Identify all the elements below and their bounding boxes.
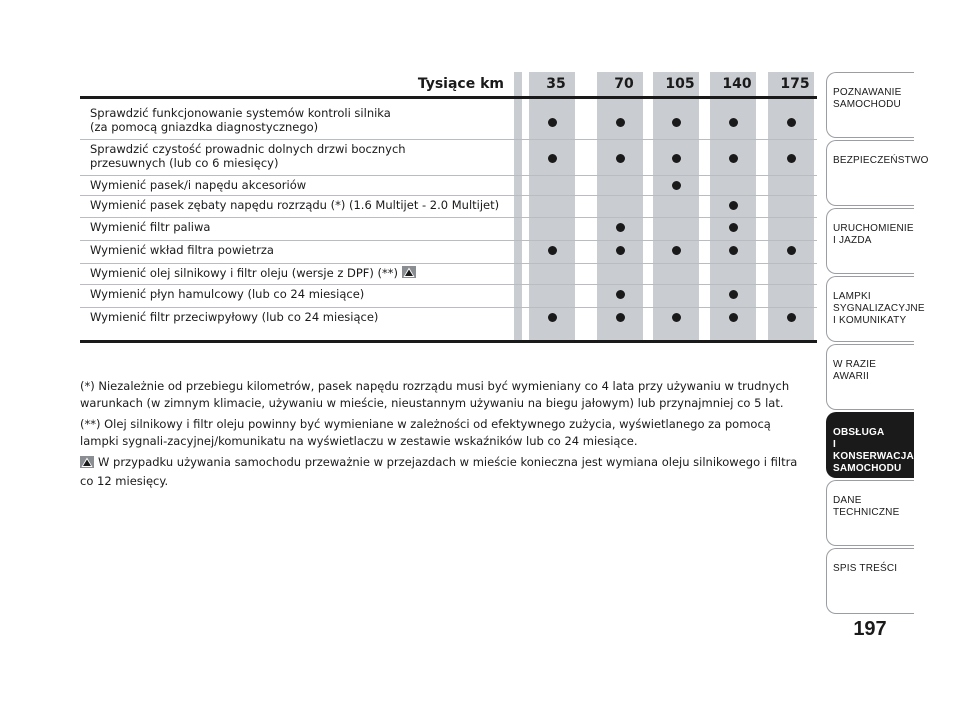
column-band xyxy=(597,72,643,340)
table-row-label: Wymienić filtr przeciwpyłowy (lub co 24 miesiące) xyxy=(90,310,379,324)
sidebar-tab[interactable] xyxy=(826,140,929,206)
maintenance-mark xyxy=(616,246,625,255)
maintenance-mark xyxy=(548,246,557,255)
row-separator xyxy=(80,195,817,196)
maintenance-mark xyxy=(787,118,796,127)
sidebar-tab-label: W RAZIE AWARII xyxy=(833,359,877,382)
sidebar-tab-label: POZNAWANIE SAMOCHODU xyxy=(833,87,902,110)
sidebar-tab-label: LAMPKI SYGNALIZACYJNE I KOMUNIKATY xyxy=(833,291,925,326)
maintenance-mark xyxy=(787,154,796,163)
table-top-rule xyxy=(80,96,817,99)
maintenance-mark xyxy=(616,313,625,322)
km-column-header: 35 xyxy=(546,76,566,92)
column-band xyxy=(529,72,575,340)
column-band xyxy=(653,72,699,340)
row-separator xyxy=(80,175,817,176)
row-separator xyxy=(80,263,817,264)
maintenance-mark xyxy=(729,246,738,255)
sidebar-tab[interactable] xyxy=(826,480,914,546)
sidebar-tab[interactable] xyxy=(826,208,914,274)
table-row-label: Sprawdzić czystość prowadnic dolnych drzwi bocznych przesuwnych (lub co 6 miesięcy) xyxy=(90,142,406,170)
warning-triangle-icon xyxy=(402,266,416,281)
table-row-label: Wymienić pasek/i napędu akcesoriów xyxy=(90,178,307,192)
sidebar-tab-label: SPIS TREŚCI xyxy=(833,563,898,574)
sidebar-tab-label: OBSŁUGA I KONSERWACJA SAMOCHODU xyxy=(833,427,914,474)
maintenance-mark xyxy=(729,154,738,163)
column-band xyxy=(768,72,814,340)
table-row-label: Wymienić płyn hamulcowy (lub co 24 miesiące) xyxy=(90,287,365,301)
maintenance-mark xyxy=(672,118,681,127)
sidebar-tab[interactable] xyxy=(826,344,914,410)
km-column-header: 140 xyxy=(722,76,752,92)
row-separator xyxy=(80,307,817,308)
sidebar-tab[interactable] xyxy=(826,412,914,478)
maintenance-mark xyxy=(729,201,738,210)
footnote-city-driving xyxy=(80,454,813,490)
maintenance-mark xyxy=(548,313,557,322)
sidebar-tab[interactable] xyxy=(826,72,914,138)
maintenance-mark xyxy=(672,246,681,255)
footnotes xyxy=(80,378,813,494)
table-row-label: Wymienić filtr paliwa xyxy=(90,220,211,234)
footnote-engine-oil: (**) Olej silnikowy i filtr oleju powinny być wymieniane w zależności od efektywnego zużycia, wyświetlanego za pomocą lampki sygnali-zacyjnej/komunikatu na wyświetlaczu w zestawie wskaźników lub co 24 miesiące. xyxy=(80,417,771,448)
maintenance-mark xyxy=(548,118,557,127)
sidebar-tab[interactable] xyxy=(826,548,914,614)
table-row-label: Wymienić pasek zębaty napędu rozrządu (*) (1.6 Multijet - 2.0 Multijet) xyxy=(90,198,500,212)
maintenance-mark xyxy=(672,154,681,163)
table-row-label: Wymienić olej silnikowy i filtr oleju (wersje z DPF) (**) xyxy=(90,266,416,281)
row-separator xyxy=(80,139,817,140)
maintenance-mark xyxy=(729,313,738,322)
row-separator xyxy=(80,217,817,218)
maintenance-mark xyxy=(787,313,796,322)
km-column-header: 175 xyxy=(780,76,810,92)
footnote-timing-belt: (*) Niezależnie od przebiegu kilometrów, pasek napędu rozrządu musi być wymieniany co 4 lata przy używaniu w trudnych warunkach (w zimnym klimacie, używaniu w mieście, nieustannym używaniu na biegu jałowym) lub przynajmniej co 5 lat. xyxy=(80,379,790,410)
maintenance-mark xyxy=(672,181,681,190)
km-column-header: 105 xyxy=(665,76,695,92)
maintenance-mark xyxy=(616,118,625,127)
sidebar-tab-label: DANE TECHNICZNE xyxy=(833,495,900,518)
maintenance-mark xyxy=(616,223,625,232)
maintenance-mark xyxy=(787,246,796,255)
sidebar-tab-label: BEZPIECZEŃSTWO xyxy=(833,155,929,166)
table-row-label: Sprawdzić funkcjonowanie systemów kontroli silnika (za pomocą gniazdka diagnostycznego) xyxy=(90,106,391,134)
maintenance-mark xyxy=(729,223,738,232)
table-bottom-rule xyxy=(80,340,817,343)
header-label: Tysiące km xyxy=(417,76,504,92)
maintenance-mark xyxy=(729,118,738,127)
row-separator xyxy=(80,284,817,285)
sidebar-tab-label: URUCHOMIENIE I JAZDA xyxy=(833,223,914,246)
maintenance-mark xyxy=(672,313,681,322)
maintenance-mark xyxy=(729,290,738,299)
footnote-city-driving-text: W przypadku używania samochodu przeważnie w przejazdach w mieście konieczna jest wymiana oleju silnikowego i filtra co 12 miesięcy. xyxy=(80,455,798,488)
maintenance-mark xyxy=(616,154,625,163)
page-number: 197 xyxy=(853,618,887,640)
maintenance-mark xyxy=(548,154,557,163)
column-band xyxy=(514,72,522,340)
warning-triangle-icon xyxy=(80,456,94,473)
maintenance-mark xyxy=(616,290,625,299)
row-separator xyxy=(80,240,817,241)
table-row-label: Wymienić wkład filtra powietrza xyxy=(90,243,274,257)
km-column-header: 70 xyxy=(614,76,634,92)
sidebar-tab[interactable] xyxy=(826,276,925,342)
